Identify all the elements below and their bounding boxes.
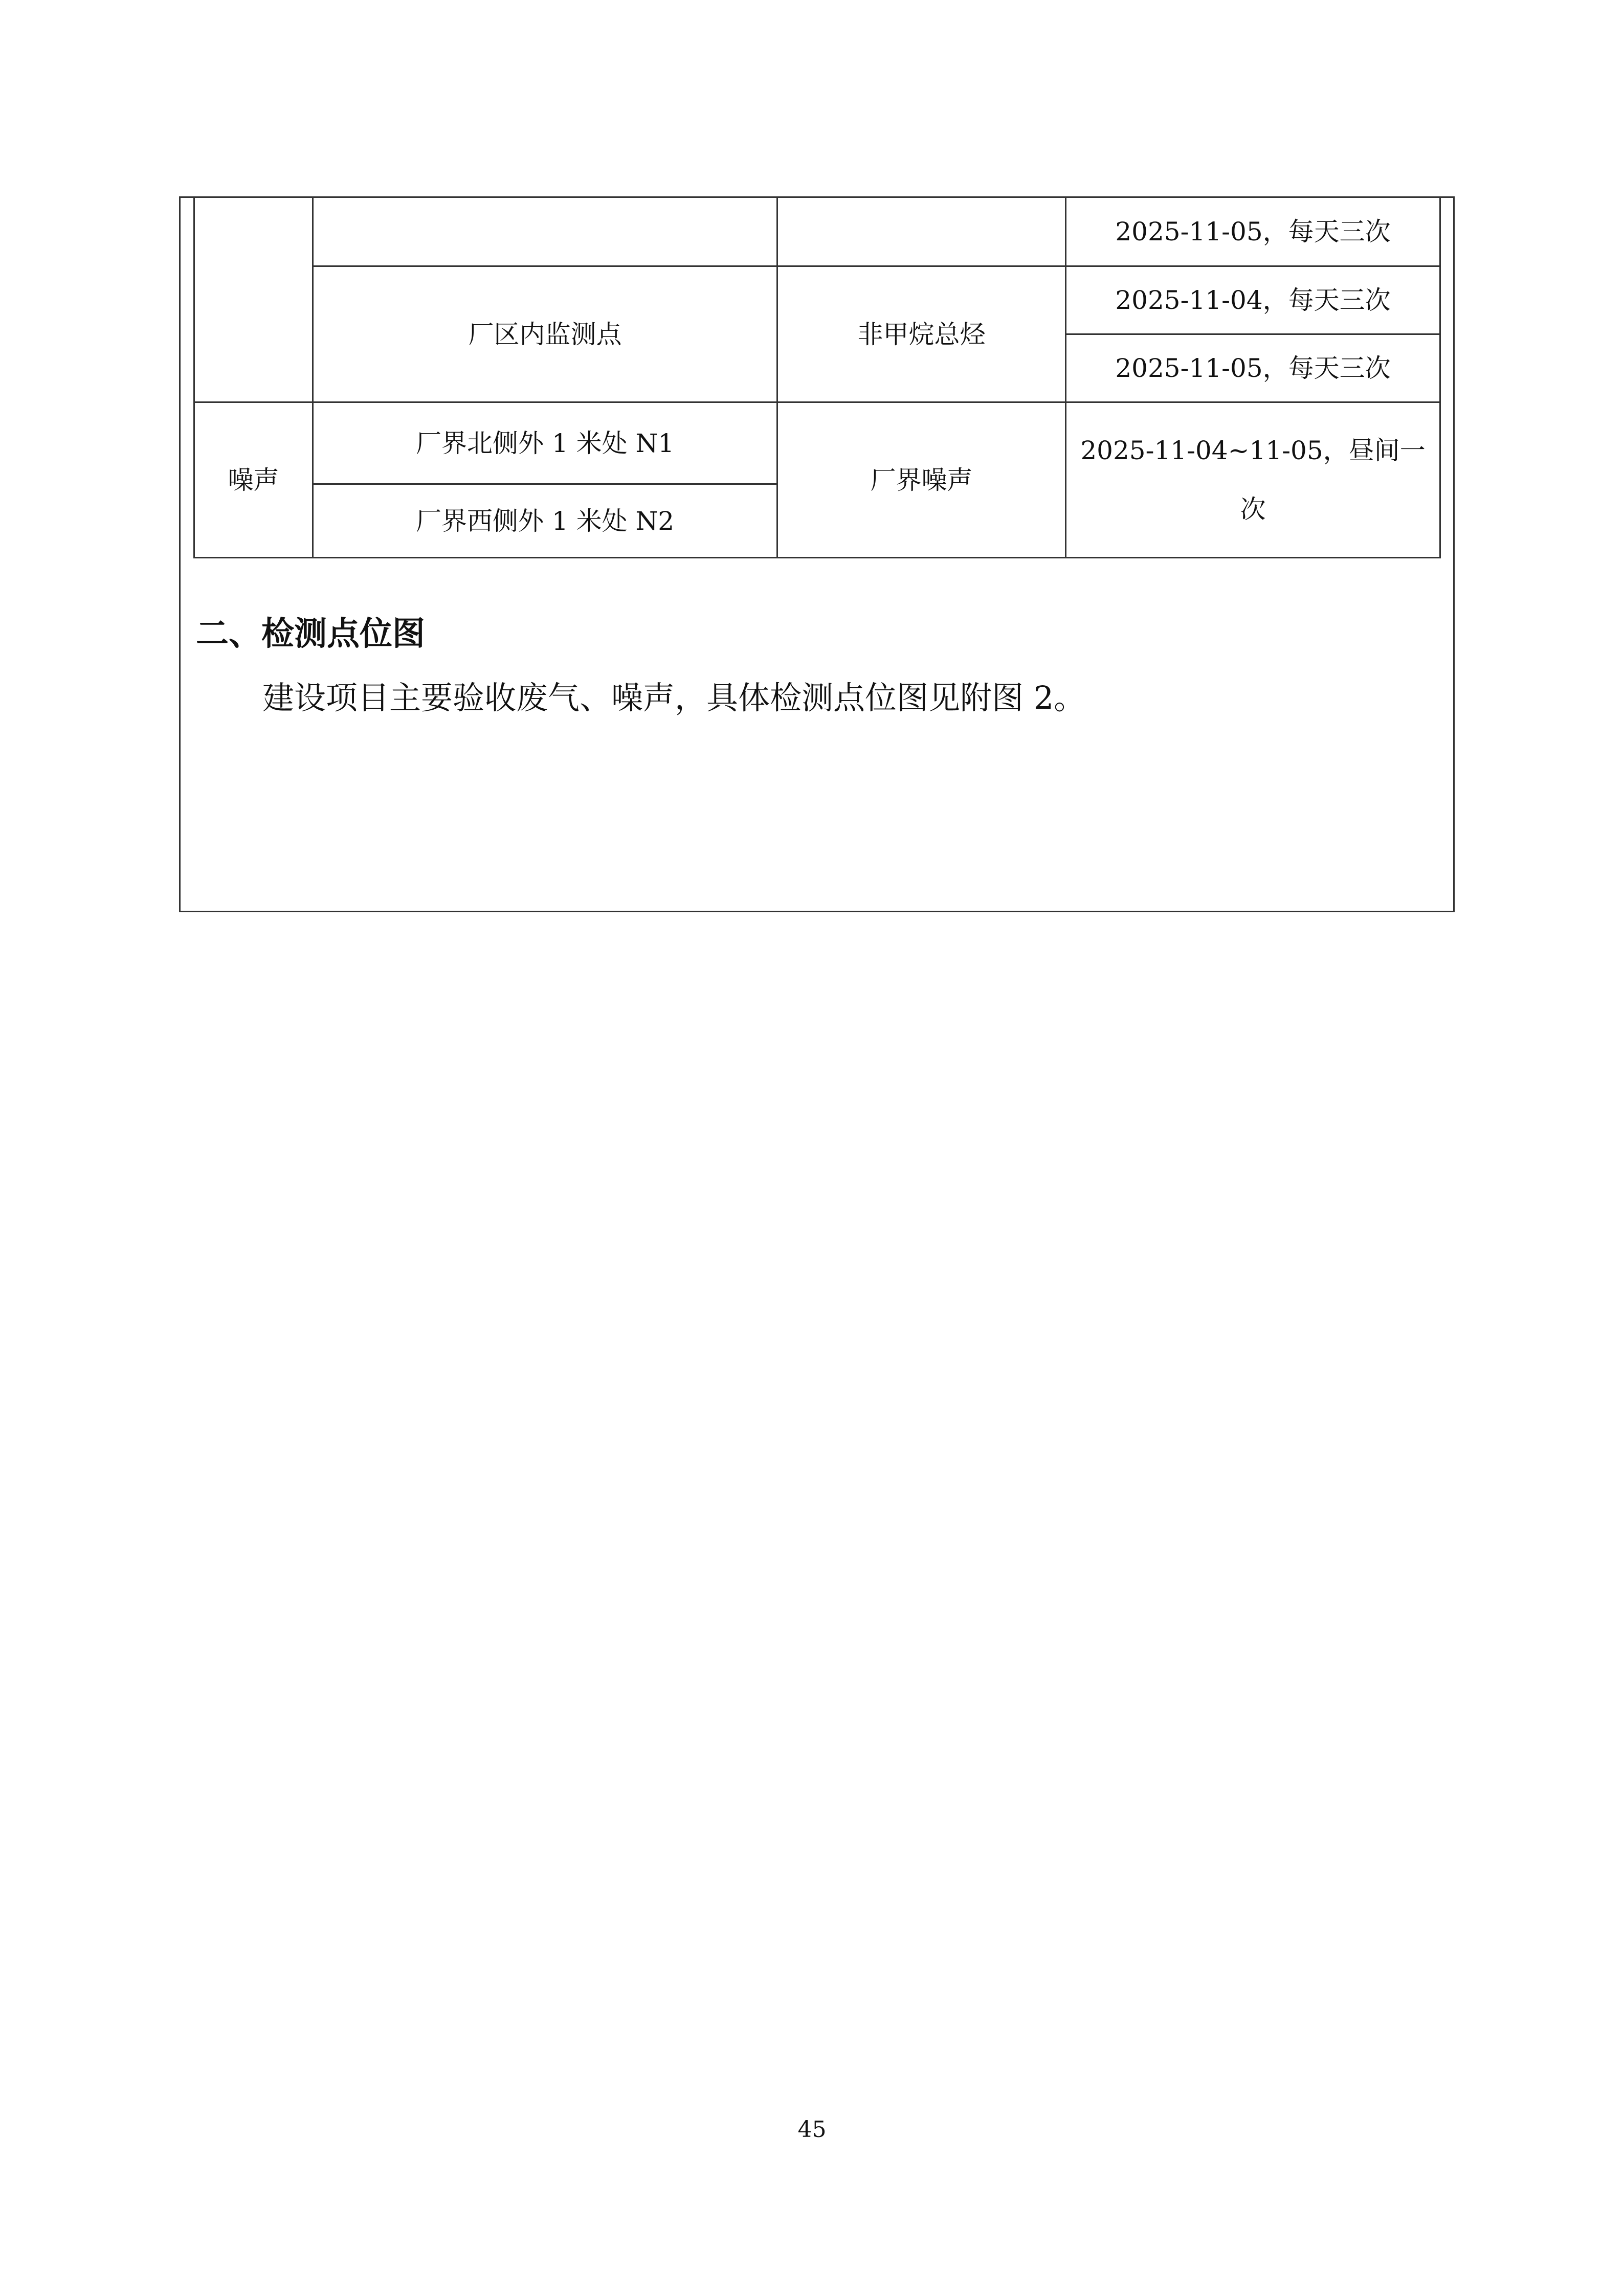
time-cell: 2025-11-04~11-05，昼间一次 bbox=[1066, 402, 1440, 558]
site-cell: 厂区内监测点 bbox=[313, 266, 777, 402]
time-cell: 2025-11-05，每天三次 bbox=[1066, 197, 1440, 266]
monitoring-table bbox=[193, 196, 1441, 558]
site-cell: 厂界北侧外 1 米处 N1 bbox=[313, 402, 777, 484]
table-row bbox=[194, 266, 1440, 334]
site-cell: 厂界西侧外 1 米处 N2 bbox=[313, 484, 777, 558]
category-cell-empty bbox=[194, 197, 313, 402]
site-cell-empty bbox=[313, 197, 777, 266]
time-cell: 2025-11-04，每天三次 bbox=[1066, 266, 1440, 334]
table-row bbox=[194, 197, 1440, 266]
section-body-text: 建设项目主要验收废气、噪声，具体检测点位图见附图 2。 bbox=[262, 679, 1086, 716]
page-number: 45 bbox=[797, 2117, 827, 2143]
table-row bbox=[194, 402, 1440, 484]
section-heading: 二、检测点位图 bbox=[196, 615, 425, 653]
item-cell: 厂界噪声 bbox=[777, 402, 1066, 558]
item-cell: 非甲烷总烃 bbox=[777, 266, 1066, 402]
category-cell: 噪声 bbox=[194, 402, 313, 558]
item-cell-empty bbox=[777, 197, 1066, 266]
time-cell: 2025-11-05，每天三次 bbox=[1066, 334, 1440, 402]
